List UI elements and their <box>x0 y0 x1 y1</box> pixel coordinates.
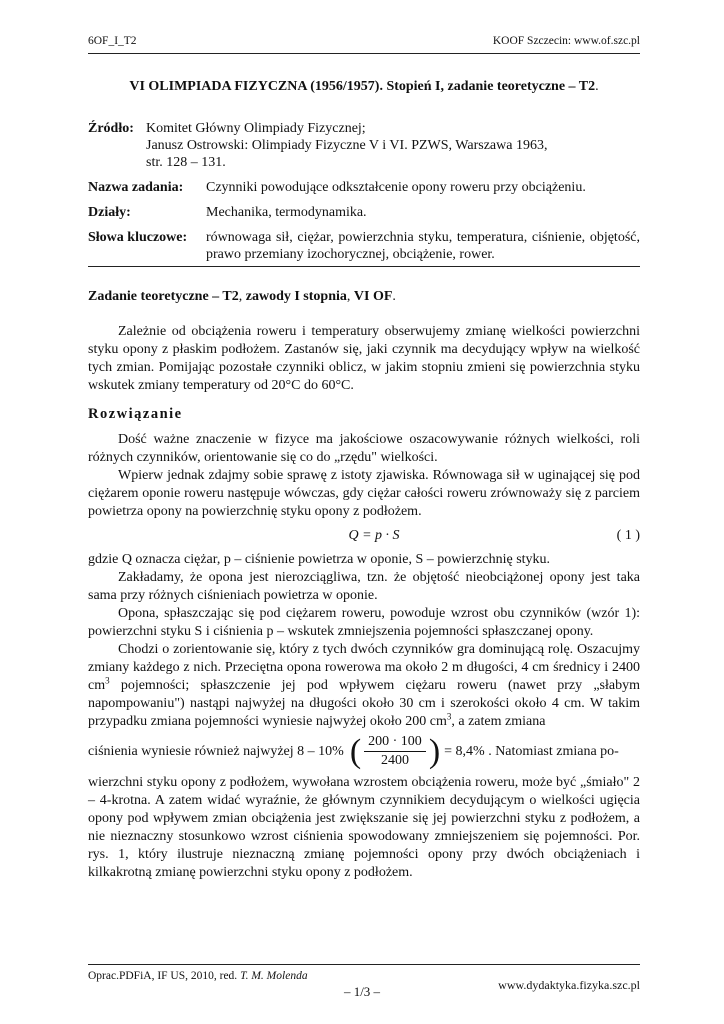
paragraph: wierzchni styku opony z podłożem, wywołana wzrostem obciążenia roweru, może być „śmiało" 2 – 4-krotna. A zatem widać wyraźnie, że głównym czynnikiem decydującym o wielkości ugięcia opony pod wpływem zmian obciążenia jest zwiększanie się jej powierzchni styku z podłożem, a nie nieznaczny stosunkowo wzrost ciśnienia spowodowany zmniejszeniem się pojemności. Por. rys. 1, który ilustruje nieznaczną zmianę pojemności opony przy dwóch obciążeniach i kilkakrotną zmianę powierzchni styku opony z podłożem. <box>88 775 640 880</box>
solution-heading: Rozwiązanie <box>88 406 183 422</box>
source-line: Janusz Ostrowski: Olimpiady Fizyczne V i VI. PZWS, Warszawa 1963, <box>146 138 548 153</box>
paragraph-text: pojemności; spłaszczenie jej pod wpływem ciężaru roweru (nawet przy „słabym napompowaniu") nastąpi najwyżej na długości około 30 cm i szerokości około 4 cm. W takim przypadku zmiana pojemności wyniesie najwyżej około 200 cm <box>88 678 640 729</box>
sections-row <box>88 204 640 221</box>
task-heading-stage: zawody I stopnia <box>245 289 347 304</box>
footer-editor: T. M. Molenda <box>240 970 308 982</box>
paragraph: Wpierw jednak zdajmy sobie sprawę z istoty zjawiska. Równowaga sił w uginającej się pod ciężarem oponie roweru następuje wówczas, gdy ciężar całości roweru zrównoważy się z parciem powietrza opony na powierzchnię styku opony z podłożem. <box>88 468 640 519</box>
paragraph <box>88 641 640 731</box>
footer-divider <box>88 964 640 965</box>
footer-credits-text: Oprac.PDFiA, IF US, 2010, red. <box>88 970 241 982</box>
paragraph: Opona, spłaszczając się pod ciężarem roweru, powoduje wzrost obu czynników (wzór 1): powierzchni styku S i ciśnienia p – wskutek zmniejszenia pojemności spłaszczanej opony. <box>88 606 640 639</box>
task-heading-olympiad: VI OF <box>353 289 393 304</box>
paragraph: Zakładamy, że opona jest nierozciągliwa, tzn. że objętość nieobciążonej opony jest taka sama przy różnych ciśnieniach powietrza w oponie. <box>88 570 640 603</box>
footer-site: www.dydaktyka.fizyka.szc.pl <box>498 978 640 992</box>
title-dot: . <box>595 79 599 94</box>
title-task: , zadanie teoretyczne – T2 <box>440 79 596 94</box>
problem-statement: Zależnie od obciążenia roweru i temperatury obserwujemy zmianę wielkości powierzchni styku opony z płaskim podłożem. Zastanów się, jaki czynnik ma decydujący wpływ na wielkość tych zmian. Pomijając pozostałe czynniki oblicz, w jakim stopniu zmieni się powierzchnia styku wskutek zmiany temperatury od 20°C do 60°C. <box>88 324 640 393</box>
header-doc-id: 6OF_I_T2 <box>88 35 137 47</box>
equation-expression: Q = p · S <box>348 528 400 543</box>
source-row <box>88 120 640 171</box>
metadata-divider <box>88 266 640 267</box>
task-heading-sep: , <box>238 289 246 304</box>
keywords-row <box>88 229 640 263</box>
fraction-numerator: 200 · 100 <box>364 733 426 752</box>
task-name-label: Nazwa zadania: <box>88 180 184 195</box>
source-line: str. 128 – 131. <box>146 155 226 170</box>
title-stage: . Stopień I <box>379 79 441 94</box>
source-label: Źródło: <box>88 121 134 136</box>
source-value <box>146 120 640 171</box>
task-heading-dot: . <box>392 289 396 304</box>
formula-lead-text: ciśnienia wyniesie również najwyżej 8 – 10% <box>88 743 344 759</box>
document-title <box>88 79 640 95</box>
task-name-row <box>88 179 640 196</box>
paragraph: Dość ważne znaczenie w fizyce ma jakościowe oszacowywanie różnych wielkości, roli różnych czynników, orientowanie się co do „rzędu" wielkości. <box>88 432 640 465</box>
header-site: KOOF Szczecin: www.of.szc.pl <box>492 35 640 47</box>
equation-number: ( 1 ) <box>616 528 640 543</box>
document-body <box>88 323 640 882</box>
metadata-block <box>88 120 640 263</box>
fraction <box>361 733 429 770</box>
footer-credits <box>88 970 308 982</box>
paragraph: gdzie Q oznacza ciężar, p – ciśnienie powietrza w oponie, S – powierzchnię styku. <box>88 552 551 567</box>
task-heading <box>88 289 640 305</box>
fraction-parentheses: ( $\frac{200 \cdot 100}{2400}$ ) <box>349 732 441 770</box>
page-number: – 1/3 – <box>343 984 381 999</box>
title-olympiad: VI OLIMPIADA FIZYCZNA (1956/1957) <box>129 79 380 94</box>
pressure-estimate-formula <box>88 733 640 770</box>
keywords-label: Słowa kluczowe: <box>88 230 188 245</box>
formula-tail-text: = 8,4% . Natomiast zmiana po- <box>444 743 619 759</box>
source-line: Komitet Główny Olimpiady Fizycznej; <box>146 121 366 136</box>
keywords-value: równowaga sił, ciężar, powierzchnia styku, temperatura, ciśnienie, objętość, prawo przemiany izochorycznej, obciążenie, rower. <box>206 230 640 262</box>
page-header <box>88 35 640 54</box>
task-name-value: Czynniki powodujące odkształcenie opony roweru przy obciążeniu. <box>206 180 586 195</box>
equation-1 <box>88 525 640 547</box>
superscript: 3 <box>446 711 452 722</box>
superscript: 3 <box>105 675 110 686</box>
task-heading-sep: , <box>346 289 354 304</box>
paragraph-text: Chodzi o zorientowanie się, który z tych dwóch czynników gra dominującą rolę. Oszacujmy zmiany każdego z nich. Przeciętna opona rowerowa ma około 2 m długości, 4 cm średnicy i 2400 cm <box>88 642 640 693</box>
task-heading-title: Zadanie teoretyczne – T2 <box>88 289 239 304</box>
fraction-denominator: 2400 <box>380 753 409 768</box>
sections-value: Mechanika, termodynamika. <box>206 205 367 220</box>
paragraph-text: , a zatem zmiana <box>451 714 546 729</box>
sections-label: Działy: <box>88 205 131 220</box>
